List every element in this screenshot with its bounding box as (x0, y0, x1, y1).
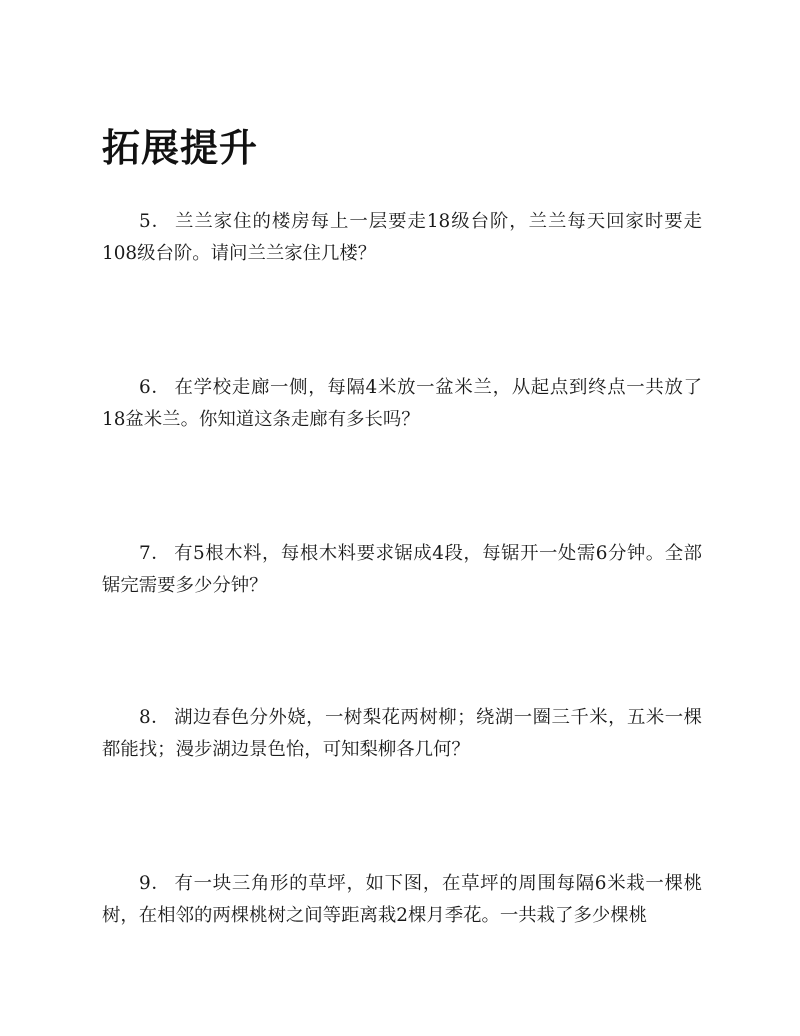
problem-text: 湖边春色分外娆，一树梨花两树柳；绕湖一圈三千米，五米一棵都能找；漫步湖边景色怡，可知梨柳各几何？ (102, 707, 702, 760)
problem-text: 有一块三角形的草坪，如下图，在草坪的周围每隔6米栽一棵桃树，在相邻的两棵桃树之间等距离栽2棵月季花。一共栽了多少棵桃 (102, 873, 703, 926)
problem-6 (102, 372, 702, 436)
problem-9 (102, 868, 702, 932)
problem-text: 有5根木料，每根木料要求锯成4段，每锯开一处需6分钟。全部锯完需要多少分钟？ (102, 543, 702, 596)
problem-number: 8． (139, 707, 171, 728)
problem-number: 7． (139, 543, 171, 564)
problem-7 (102, 538, 702, 602)
problem-number: 9． (139, 873, 171, 894)
section-heading: 拓展提升 (102, 126, 259, 170)
problem-text: 在学校走廊一侧，每隔4米放一盆米兰，从起点到终点一共放了18盆米兰。你知道这条走廊有多长吗？ (102, 377, 703, 430)
problem-text: 兰兰家住的楼房每上一层要走18级台阶，兰兰每天回家时要走108级台阶。请问兰兰家住几楼？ (102, 211, 702, 264)
problem-number: 6． (139, 377, 171, 398)
problem-5 (102, 206, 702, 270)
problem-8 (102, 702, 702, 766)
problem-number: 5． (139, 211, 172, 232)
